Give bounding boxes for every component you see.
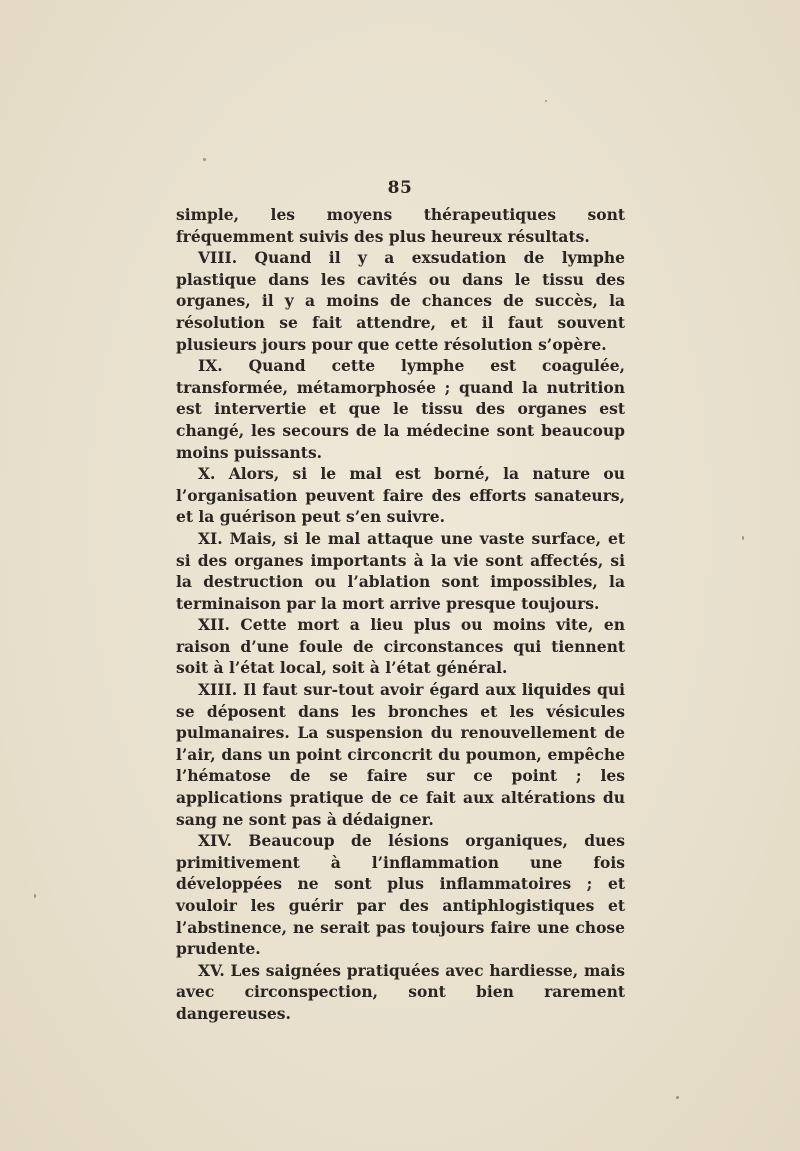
paper-speck — [676, 1096, 679, 1099]
paragraph-xi: XI. Mais, si le mal attaque une vaste surface, et si des organes importants à la vie sont affectés, si la destruction ou l’ablation sont impossibles, la terminaison par la mort arrive presque toujours. — [176, 528, 625, 613]
paragraph-xiii: XIII. Il faut sur-tout avoir égard aux liquides qui se déposent dans les bronches et les vésicules pulmanaires. La suspension du renouvellement de l’air, dans un point circoncrit du poumon, empêche l’hématose de se faire sur ce point ; les applications pratique de ce fait aux altérations du sang ne sont pas à dédaigner. — [176, 680, 625, 829]
paper-speck — [203, 158, 206, 161]
page-number: 85 — [387, 178, 413, 198]
paper-speck — [34, 894, 36, 898]
paragraph-xiv: XIV. Beaucoup de lésions organiques, dues primitivement à l’inflammation une fois développées ne sont plus inflammatoires ; et vouloir les guérir par des antiphlogistiques et l’abstinence, ne serait pas toujours faire une chose prudente. — [176, 831, 625, 959]
paragraph-ix: IX. Quand cette lymphe est coagulée, transformée, métamorphosée ; quand la nutrition est intervertie et que le tissu des organes est changé, les secours de la médecine sont beaucoup moins puissants. — [176, 356, 625, 462]
paper-speck — [545, 100, 547, 102]
paragraph-viii: VIII. Quand il y a exsudation de lymphe plastique dans les cavités ou dans le tissu des organes, il y a moins de chances de succès, la résolution se fait attendre, et il faut souvent plusieurs jours pour que cette résolution s’opère. — [176, 248, 625, 354]
paper-speck — [742, 536, 744, 540]
paragraph-x: X. Alors, si le mal est borné, la nature ou l’organisation peuvent faire des efforts sanateurs, et la guérison peut s’en suivre. — [176, 464, 625, 527]
body-text — [176, 204, 625, 1025]
paragraph-xv: XV. Les saignées pratiquées avec hardiesse, mais avec circonspection, sont bien rarement dangereuses. — [176, 960, 625, 1023]
paragraph-continuation: simple, les moyens thérapeutiques sont fréquemment suivis des plus heureux résultats. — [176, 205, 625, 246]
paragraph-xii: XII. Cette mort a lieu plus ou moins vite, en raison d’une foule de circonstances qui tiennent soit à l’état local, soit à l’état général. — [176, 615, 625, 678]
